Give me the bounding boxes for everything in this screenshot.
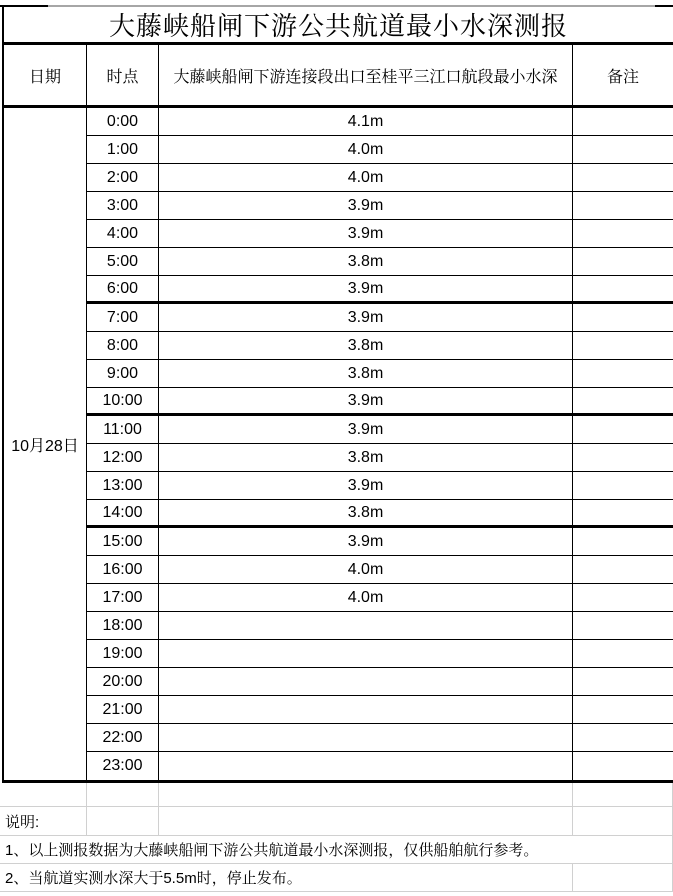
- table-row: [87, 444, 673, 472]
- page-title: 大藤峡船闸下游公共航道最小水深测报: [4, 7, 673, 45]
- table-row: [87, 388, 673, 416]
- depth-cell: 3.8m: [159, 444, 573, 471]
- empty-cell: [573, 807, 673, 835]
- header-remark: 备注: [606, 68, 639, 86]
- time-cell: 16:00: [87, 556, 159, 583]
- table-row: [87, 752, 673, 780]
- depth-cell: 3.9m: [159, 388, 573, 413]
- table-row: [87, 192, 673, 220]
- time-cell: 13:00: [87, 472, 159, 499]
- remark-cell: [573, 332, 673, 359]
- depth-cell: 3.9m: [159, 276, 573, 301]
- depth-cell: 3.9m: [159, 220, 573, 247]
- notes-label-cell: [0, 807, 87, 835]
- table-row: [87, 164, 673, 192]
- header-date: 日期: [4, 45, 87, 105]
- remark-cell: [573, 192, 673, 219]
- empty-cell: [0, 783, 87, 806]
- time-rows: [87, 108, 673, 780]
- depth-cell: 3.9m: [159, 472, 573, 499]
- time-cell: 7:00: [87, 304, 159, 331]
- depth-cell: 3.8m: [159, 500, 573, 525]
- table-row: [87, 584, 673, 612]
- remark-cell: [573, 640, 673, 667]
- time-cell: 9:00: [87, 360, 159, 387]
- time-cell: 10:00: [87, 388, 159, 413]
- note-1-cell: [0, 836, 673, 863]
- empty-cell: [159, 807, 573, 835]
- remark-cell: [573, 164, 673, 191]
- depth-cell: [159, 612, 573, 639]
- remark-cell: [573, 472, 673, 499]
- table-row: [87, 136, 673, 164]
- time-cell: 22:00: [87, 724, 159, 751]
- empty-cell: [573, 783, 673, 806]
- note-row-1: [0, 836, 673, 864]
- table-row: [87, 248, 673, 276]
- table-row: [87, 556, 673, 584]
- empty-row: [0, 783, 673, 807]
- empty-cell: [87, 783, 159, 806]
- time-cell: 8:00: [87, 332, 159, 359]
- remark-cell: [573, 500, 673, 525]
- time-cell: 20:00: [87, 668, 159, 695]
- depth-cell: [159, 752, 573, 780]
- time-cell: 6:00: [87, 276, 159, 301]
- remark-cell: [573, 136, 673, 163]
- table-row: [87, 472, 673, 500]
- time-cell: 4:00: [87, 220, 159, 247]
- remark-cell: [573, 444, 673, 471]
- table-row: [87, 696, 673, 724]
- time-cell: 17:00: [87, 584, 159, 611]
- time-cell: 14:00: [87, 500, 159, 525]
- time-cell: 5:00: [87, 248, 159, 275]
- depth-cell: [159, 668, 573, 695]
- depth-cell: 3.8m: [159, 248, 573, 275]
- table-row: [87, 500, 673, 528]
- remark-cell: [573, 360, 673, 387]
- footer-notes: [0, 783, 673, 892]
- remark-cell: [573, 556, 673, 583]
- table-row: [87, 360, 673, 388]
- table-row: [87, 528, 673, 556]
- depth-report-table: [2, 7, 673, 783]
- time-cell: 12:00: [87, 444, 159, 471]
- depth-cell: 4.0m: [159, 164, 573, 191]
- table-row: [87, 724, 673, 752]
- remark-cell: [573, 724, 673, 751]
- empty-cell: [573, 864, 673, 891]
- depth-cell: 4.0m: [159, 136, 573, 163]
- remark-cell: [573, 668, 673, 695]
- time-cell: 0:00: [87, 108, 159, 135]
- table-row: [87, 416, 673, 444]
- time-cell: 1:00: [87, 136, 159, 163]
- table-row: [87, 612, 673, 640]
- time-cell: 15:00: [87, 528, 159, 555]
- table-row: [87, 276, 673, 304]
- depth-cell: 3.8m: [159, 332, 573, 359]
- header-time: 时点: [87, 45, 159, 105]
- empty-cell: [159, 783, 573, 806]
- remark-cell: [573, 752, 673, 780]
- time-cell: 18:00: [87, 612, 159, 639]
- depth-cell: 3.9m: [159, 416, 573, 443]
- note-row-2: [0, 864, 673, 892]
- time-cell: 3:00: [87, 192, 159, 219]
- table-row: [87, 668, 673, 696]
- time-cell: 19:00: [87, 640, 159, 667]
- remark-cell: [573, 108, 673, 135]
- remark-cell: [573, 304, 673, 331]
- remark-cell: [573, 388, 673, 413]
- depth-cell: [159, 640, 573, 667]
- depth-cell: 4.0m: [159, 556, 573, 583]
- depth-cell: 3.8m: [159, 360, 573, 387]
- notes-label-row: [0, 807, 673, 836]
- header-depth: 大藤峡船闸下游连接段出口至桂平三江口航段最小水深: [159, 45, 573, 105]
- depth-cell: [159, 696, 573, 723]
- notes-label: 说明:: [5, 813, 40, 831]
- note-2-cell: [0, 864, 573, 891]
- empty-cell: [87, 807, 159, 835]
- table-row: [87, 332, 673, 360]
- depth-cell: 4.1m: [159, 108, 573, 135]
- depth-cell: 3.9m: [159, 528, 573, 555]
- note-2-text: 2、当航道实测水深大于5.5m时，停止发布。: [5, 870, 302, 887]
- date-cell: 10月28日: [4, 108, 87, 780]
- table-body: [4, 108, 673, 780]
- remark-cell: [573, 276, 673, 301]
- depth-cell: 4.0m: [159, 584, 573, 611]
- table-row: [87, 640, 673, 668]
- depth-cell: 3.9m: [159, 304, 573, 331]
- depth-cell: 3.9m: [159, 192, 573, 219]
- remark-cell: [573, 612, 673, 639]
- time-cell: 21:00: [87, 696, 159, 723]
- table-row: [87, 108, 673, 136]
- remark-cell: [573, 528, 673, 555]
- table-row: [87, 304, 673, 332]
- depth-cell: [159, 724, 573, 751]
- remark-cell: [573, 220, 673, 247]
- time-cell: 11:00: [87, 416, 159, 443]
- note-1-text: 1、以上测报数据为大藤峡船闸下游公共航道最小水深测报，仅供船舶航行参考。: [5, 842, 539, 859]
- remark-cell: [573, 696, 673, 723]
- remark-cell: [573, 248, 673, 275]
- time-cell: 23:00: [87, 752, 159, 780]
- table-header-row: [4, 45, 673, 108]
- remark-cell: [573, 584, 673, 611]
- table-row: [87, 220, 673, 248]
- time-cell: 2:00: [87, 164, 159, 191]
- remark-cell: [573, 416, 673, 443]
